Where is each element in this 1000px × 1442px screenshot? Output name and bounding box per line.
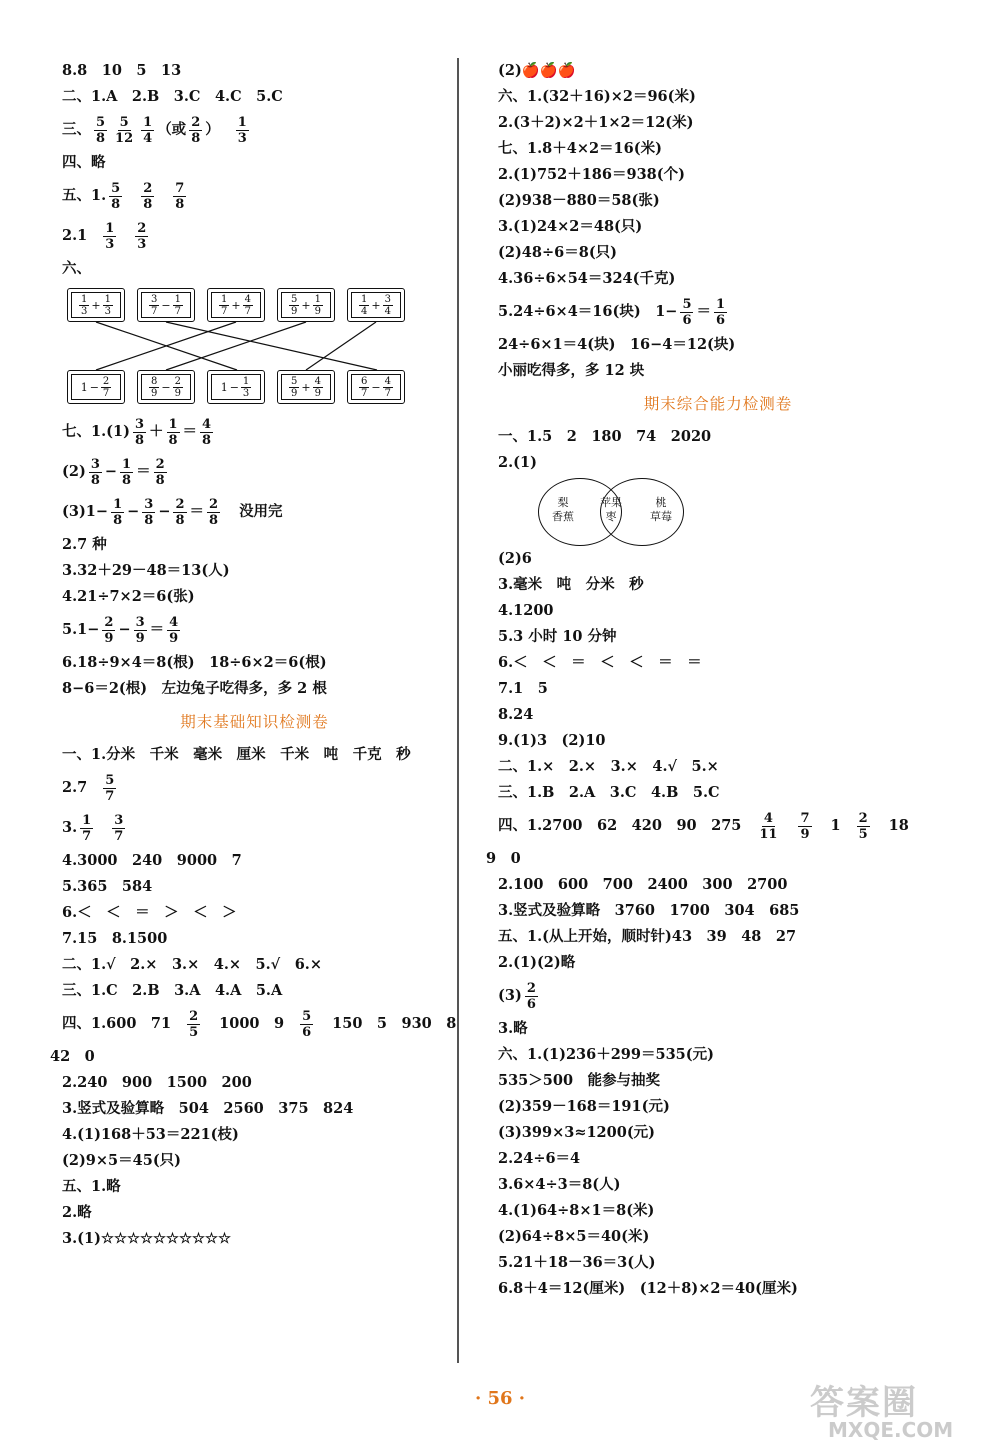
answer-line-fractions [62,176,447,216]
denominator: 9 [314,305,321,317]
fraction [101,376,111,399]
text-fragment: 没用完 [239,503,283,520]
numerator: 1 [143,114,153,130]
answer-line: 2.24÷6＝4 [498,1150,581,1167]
answer-line: 2.7 种 [62,536,107,553]
text-fragment: 四、1.2700 62 420 90 275 [498,817,742,834]
fraction [189,115,202,146]
numerator: 2 [137,220,147,236]
denominator: 5 [189,1024,199,1040]
fraction [383,376,393,399]
answer-line: 2.240 900 1500 200 [62,1074,252,1091]
section-label: (3) [498,987,522,1004]
ticket-expression [207,370,265,404]
fraction [113,115,135,146]
numerator: 1 [174,293,181,305]
answer-line: 六、1.(1)236＋299＝535(元) [498,1046,714,1063]
answer-line: 6.＜ ＜ ＝ ＞ ＜ ＞ [62,904,237,921]
denominator: 6 [682,312,692,328]
fraction [300,1009,313,1040]
numerator: 5 [111,180,121,196]
column-divider [457,58,459,1363]
fraction [134,615,147,646]
numerator: 5 [119,114,129,130]
numerator: 1 [105,220,115,236]
matching-diagram [62,282,422,412]
numerator: 5 [105,772,115,788]
denominator: 8 [122,472,132,488]
denominator: 5 [858,826,868,842]
numerator: 1 [122,456,132,472]
numerator: 1 [81,293,88,305]
fraction [173,497,186,528]
section-label: 3. [62,819,78,836]
denominator: 7 [105,788,115,804]
answer-line: (2)48÷6＝8(只) [498,244,618,261]
answer-line-apples: (2)🍎🍎🍎 [498,62,576,79]
answer-line: 4.3000 240 9000 7 [62,852,242,869]
left-column [50,58,457,1252]
fraction [167,615,180,646]
denominator: 8 [111,196,121,212]
fraction [112,813,125,844]
denominator: 9 [800,826,810,842]
answer-line: 5.3 小时 10 分钟 [498,628,617,645]
operator: − [89,380,99,394]
section-label: 五、1. [62,187,107,204]
numerator: 7 [175,180,185,196]
denominator: 3 [81,305,88,317]
denominator: 9 [151,387,158,399]
denominator: 8 [90,472,100,488]
numerator: 3 [384,293,391,305]
fraction [207,497,220,528]
section-label: (2) [62,463,86,480]
numerator: 1 [168,416,178,432]
answer-line: 3.竖式及验算略 504 2560 375 824 [62,1100,354,1117]
text-fragment: 18 [888,817,909,834]
answer-line: 3.32＋29－48＝13(人) [62,562,230,579]
fraction [135,221,148,252]
answer-line: 二、1.× 2.× 3.× 4.√ 5.× [498,758,719,775]
fraction [243,294,253,317]
right-column [486,58,938,1302]
denominator: 8 [144,512,154,528]
answer-line: 8−6＝2(根) 左边兔子吃得多，多 2 根 [62,680,327,697]
operator: + [301,298,311,312]
answer-line-fractions [498,806,938,846]
fraction [103,773,116,804]
answer-line: 三、1.B 2.A 3.C 4.B 5.C [498,784,720,801]
answer-line: 六、1.(32＋16)×2＝96(米) [498,88,696,105]
fraction [103,294,113,317]
fraction [80,813,93,844]
numerator: 5 [96,114,106,130]
section-label: 5.1− [62,621,100,638]
ticket-expression [347,370,405,404]
denominator: 8 [143,196,153,212]
denominator: 8 [113,512,123,528]
fraction [94,115,107,146]
answer-line: 四、略 [62,154,106,171]
numerator: 1 [314,293,321,305]
denominator: 3 [237,130,247,146]
page-number: · 56 · [474,1388,526,1409]
answer-line: (2)9×5＝45(只) [62,1152,182,1169]
fraction [142,497,155,528]
answer-line: 5.365 584 [62,878,153,895]
answer-line: 3.(1)24×2＝48(只) [498,218,643,235]
denominator: 4 [361,305,368,317]
numerator: 1 [242,375,250,387]
text-fragment: 5.24÷6×4＝16(块) 1− [498,303,678,320]
answer-line: 6.8＋4＝12(厘米) (12＋8)×2＝40(厘米) [498,1280,798,1297]
fraction [241,376,251,399]
denominator: 6 [715,312,726,328]
numerator: 3 [114,812,124,828]
numerator: 4 [244,293,251,305]
numerator: 3 [90,456,100,472]
denominator: 8 [209,512,219,528]
fraction [173,181,186,212]
denominator: 9 [291,387,298,399]
denominator: 8 [191,130,201,146]
numerator: 2 [189,1008,199,1024]
text-fragment: （或 [157,121,187,138]
fraction [102,615,115,646]
denominator: 7 [102,387,110,399]
operator: + [231,298,241,312]
answer-line-stars: 3.(1)☆☆☆☆☆☆☆☆☆☆ [62,1230,231,1247]
answer-line: (2)938－880＝58(张) [498,192,660,209]
answer-line: 4.21÷7×2＝6(张) [62,588,195,605]
ticket-expression [137,370,195,404]
section-title: 期末综合能力检测卷 [643,395,793,413]
section-label: 六、 [62,260,91,277]
numerator: 2 [143,180,153,196]
fraction [103,221,116,252]
ticket-expression [137,288,195,322]
answer-line: 535＞500 能参与抽奖 [498,1072,661,1089]
numerator: 6 [361,375,368,387]
fraction [149,294,159,317]
answer-line: 三、1.C 2.B 3.A 4.A 5.A [62,982,283,999]
venn-label-left: 梨 香蕉 [552,496,574,523]
fraction [798,811,811,842]
numerator: 2 [858,810,868,826]
fraction [313,376,323,399]
answer-line-fractions: (3)1− $\frac{1}{8}$ − $\frac{3}{8}$ − $\frac{2}{8}$ ＝ $\frac{2}{8}$ 没用完 [62,492,447,532]
answer-line: 6.＜ ＜ ＝ ＜ ＜ ＝ ＝ [498,654,702,671]
answer-line: 一、1.5 2 180 74 2020 [498,428,712,445]
denominator: 6 [526,996,536,1012]
numerator: 1 [82,812,92,828]
numerator: 1 [113,496,123,512]
denominator: 7 [174,305,181,317]
numerator: 8 [151,375,158,387]
venn-diagram [538,476,708,546]
fraction [525,981,538,1012]
denominator: 8 [175,196,185,212]
section-label: 七、1.(1) [62,423,130,440]
text-fragment: 四、1.600 71 [62,1015,172,1032]
answer-line: 一、1.分米 千米 毫米 厘米 千米 吨 千克 秒 [62,746,411,763]
fraction [383,294,393,317]
fraction [109,181,122,212]
ticket-expression [277,370,335,404]
text-fragment: 1 [830,817,841,834]
section-label: 2.1 [62,227,88,244]
denominator: 7 [221,305,228,317]
operator: − [161,380,171,394]
fraction [187,1009,200,1040]
fraction [141,181,154,212]
denominator: 7 [384,387,391,399]
denominator: 3 [105,236,115,252]
numerator: 4 [169,614,179,630]
operator: − [161,298,171,312]
answer-line: (2)6 [498,550,532,567]
fraction [133,417,146,448]
answer-line-fractions: 5.24÷6×4＝16(块) 1− $\frac{5}{6}$ ＝ $\frac{1}{6}$ [498,292,938,332]
operator: + [371,298,381,312]
answer-line: 2.(1)(2)略 [498,954,576,971]
denominator: 11 [759,826,778,842]
denominator: 4 [384,305,391,317]
answer-line: 8.8 10 5 13 [62,62,182,79]
answer-line: 2.100 600 700 2400 300 2700 [498,876,788,893]
fraction [141,115,154,146]
denominator: 7 [151,305,158,317]
ticket-expression [67,288,125,322]
denominator: 9 [314,387,321,399]
fraction [714,297,727,328]
watermark-text: 答案圈 [810,1383,918,1423]
fraction [359,294,369,317]
denominator: 7 [361,387,368,399]
answer-line: 8.24 [498,706,534,723]
answer-line: 2.略 [62,1204,92,1221]
operator: − [371,380,381,394]
answer-line: 7.1 5 [498,680,548,697]
fraction [359,376,369,399]
answer-line-fractions [62,808,447,848]
watermark-url: MXQE.COM [828,1418,954,1442]
numerator: 1 [715,296,726,312]
answer-line: 五、1.(从上开始，顺时针)43 39 48 27 [498,928,797,945]
denominator: 8 [96,130,106,146]
numerator: 3 [151,293,158,305]
fraction [200,417,213,448]
denominator: 9 [169,630,179,646]
answer-line-fractions: 七、1.(1) $\frac{3}{8}$ ＋ $\frac{1}{8}$ ＝ $\frac{4}{8}$ [62,412,447,452]
numerator: 2 [191,114,201,130]
answer-line: 4.1200 [498,602,554,619]
denominator: 8 [202,432,212,448]
answer-line: 24÷6×1＝4(块) 16−4＝12(块) [498,336,736,353]
fraction [89,457,102,488]
answer-line-fractions [62,768,447,808]
denominator: 12 [115,130,134,146]
denominator: 3 [104,305,111,317]
fraction [289,294,299,317]
numerator: 5 [291,375,298,387]
answer-line: 3.毫米 吨 分米 秒 [498,576,644,593]
answer-line: 4.(1)64÷8×1＝8(米) [498,1202,655,1219]
denominator: 3 [137,236,147,252]
section-label: 三、 [62,121,91,138]
denominator: 8 [134,432,144,448]
numerator: 4 [763,810,773,826]
answer-line: 七、1.8＋4×2＝16(米) [498,140,662,157]
answer-line-fractions: 5.1− $\frac{2}{9}$ − $\frac{3}{9}$ ＝ $\frac{4}{9}$ [62,610,447,650]
ticket-expression [347,288,405,322]
numerator: 1 [104,293,111,305]
answer-line: 五、1.略 [62,1178,121,1195]
fraction [173,376,183,399]
answer-line: (2)64÷8×5＝40(米) [498,1228,650,1245]
numerator: 2 [104,614,114,630]
denominator: 8 [155,472,165,488]
answer-line: 二、1.A 2.B 3.C 4.C 5.C [62,88,283,105]
watermark-logo [810,1375,953,1442]
ticket-expression [277,288,335,322]
ticket-number: 1 [220,380,228,394]
denominator: 7 [244,305,251,317]
answer-line: (3)399×3≈1200(元) [498,1124,656,1141]
text-fragment: 1000 9 [219,1015,285,1032]
numerator: 3 [135,614,145,630]
numerator: 5 [682,296,692,312]
numerator: 5 [302,1008,312,1024]
fraction [120,457,133,488]
numerator: 2 [175,496,185,512]
answer-line-fractions: (2) $\frac{3}{8}$ − $\frac{1}{8}$ ＝ $\frac{2}{8}$ [62,452,447,492]
answer-line-fractions [62,1004,457,1044]
fraction [680,297,693,328]
answer-line-fractions [498,976,938,1016]
operator: + [301,380,311,394]
answer-line: 7.15 8.1500 [62,930,168,947]
venn-label-right: 桃 草莓 [650,496,672,523]
section-title: 期末基础知识检测卷 [180,713,329,731]
answer-line: 6.18÷9×4＝8(根) 18÷6×2＝6(根) [62,654,327,671]
answer-line: 3.6×4÷3＝8(人) [498,1176,621,1193]
ticket-number: 1 [80,380,88,394]
answer-line-fractions [62,216,447,256]
denominator: 6 [302,1024,312,1040]
ticket-expression [207,288,265,322]
fraction [111,497,124,528]
answer-line: 4.(1)168＋53＝221(枝) [62,1126,239,1143]
denominator: 8 [175,512,185,528]
answer-line-fractions [62,110,447,150]
operator: + [91,298,101,312]
numerator: 2 [174,375,181,387]
text-fragment: ） [205,121,220,138]
numerator: 2 [526,980,536,996]
match-line [306,322,376,370]
answer-line: (2)359－168＝191(元) [498,1098,670,1115]
denominator: 4 [143,130,153,146]
numerator: 3 [144,496,154,512]
numerator: 5 [291,293,298,305]
answer-line: 二、1.√ 2.× 3.× 4.× 5.√ 6.× [62,956,322,973]
numerator: 4 [384,375,391,387]
text-fragment: 150 5 930 8 [332,1015,457,1032]
answer-line: 9 0 [486,850,521,867]
answer-line: 2.(3＋2)×2＋1×2＝12(米) [498,114,694,131]
fraction [757,811,779,842]
numerator: 4 [202,416,212,432]
numerator: 2 [209,496,219,512]
answer-line: 9.(1)3 (2)10 [498,732,606,749]
match-line [166,322,377,370]
numerator: 2 [155,456,165,472]
answer-line: 3.略 [498,1020,528,1037]
ticket-expression [67,370,125,404]
fraction [236,115,249,146]
denominator: 9 [104,630,114,646]
fraction [173,294,183,317]
fraction [219,294,229,317]
fraction [313,294,323,317]
match-line [166,322,306,370]
section-label: 2.7 [62,779,88,796]
numerator: 4 [314,375,321,387]
answer-line: 3.竖式及验算略 3760 1700 304 685 [498,902,800,919]
denominator: 7 [82,828,92,844]
denominator: 9 [135,630,145,646]
fraction [154,457,167,488]
numerator: 2 [102,375,110,387]
denominator: 9 [174,387,181,399]
denominator: 3 [242,387,250,399]
numerator: 1 [221,293,228,305]
fraction [149,376,159,399]
answer-line: 4.36÷6×54＝324(千克) [498,270,676,287]
fraction [289,376,299,399]
fraction [857,811,870,842]
answer-line: 42 0 [50,1048,95,1065]
denominator: 8 [168,432,178,448]
answer-line: 5.21＋18－36＝3(人) [498,1254,656,1271]
section-label: (3)1− [62,503,109,520]
numerator: 1 [237,114,247,130]
denominator: 9 [291,305,298,317]
operator: − [229,380,239,394]
numerator: 1 [361,293,368,305]
answer-line: 2.(1) [498,454,537,471]
answer-line: 2.(1)752＋186＝938(个) [498,166,685,183]
denominator: 7 [114,828,124,844]
numerator: 3 [134,416,144,432]
answer-line: 小丽吃得多，多 12 块 [498,362,645,379]
numerator: 7 [800,810,810,826]
fraction [167,417,180,448]
venn-label-middle: 苹果 枣 [600,496,622,523]
fraction [79,294,89,317]
